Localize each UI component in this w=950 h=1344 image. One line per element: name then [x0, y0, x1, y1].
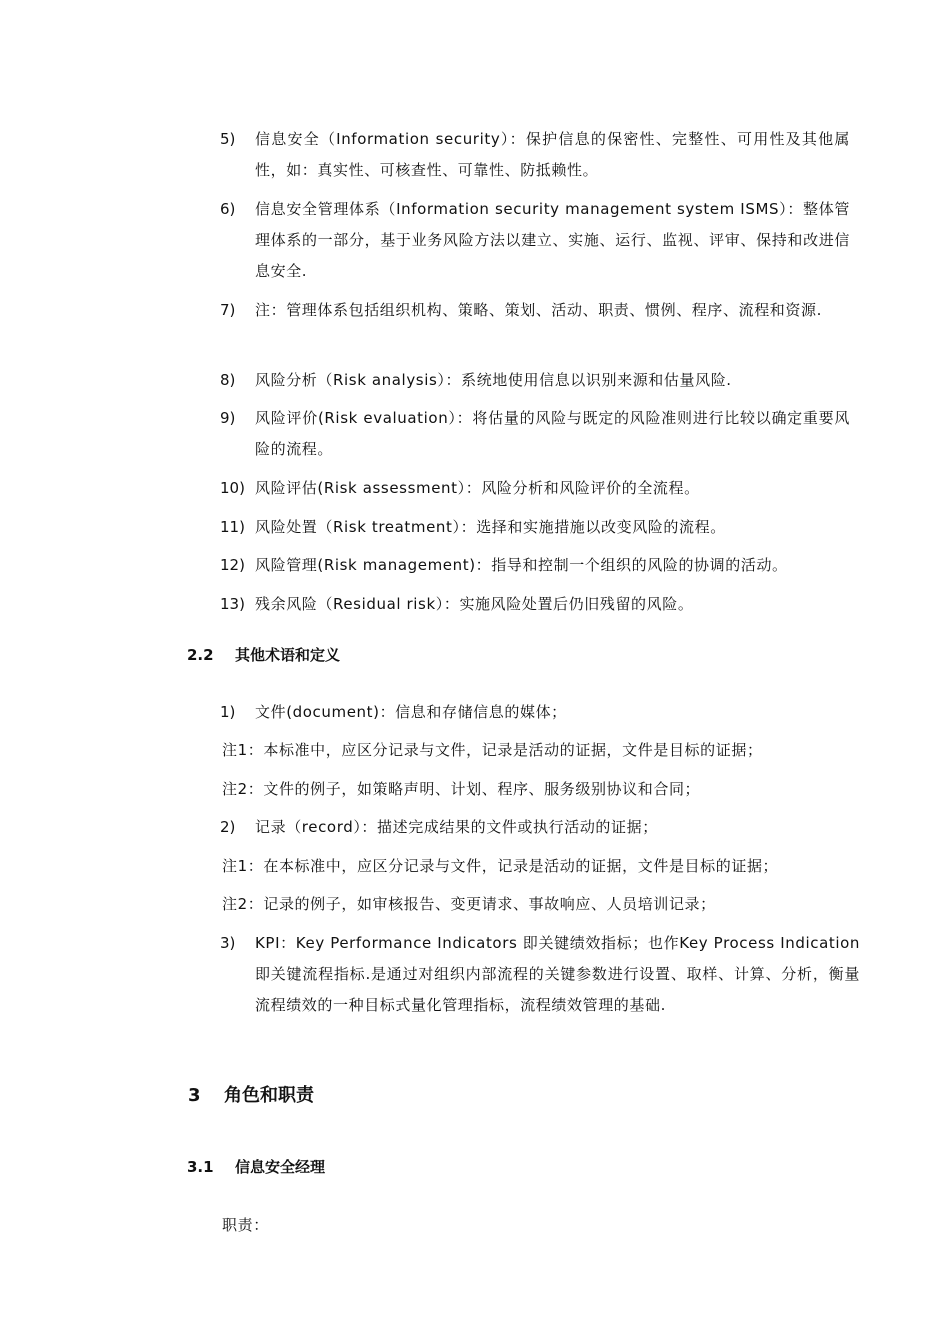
- note-2-record: 注2：记录的例子，如审核报告、变更请求、事故响应、人员培训记录；: [222, 895, 716, 913]
- section-3-number: 3: [188, 1085, 201, 1106]
- term-7-number: 7): [220, 301, 236, 319]
- other-term-1-number: 1): [220, 703, 236, 721]
- term-10-number: 10): [220, 479, 245, 497]
- section-3-1-title: 信息安全经理: [235, 1158, 326, 1176]
- other-term-2-number: 2): [220, 818, 236, 836]
- term-5-text: 信息安全（Information security）：保护信息的保密性、完整性、可用性及其他属性，如：真实性、可核查性、可靠性、防抵赖性。: [255, 130, 850, 179]
- note-1-document: 注1：本标准中，应区分记录与文件，记录是活动的证据，文件是目标的证据；: [222, 741, 763, 759]
- term-12-number: 12): [220, 556, 245, 574]
- other-term-1-text: 文件(document)：信息和存储信息的媒体；: [255, 703, 567, 721]
- term-11-text: 风险处置（Risk treatment）：选择和实施措施以改变风险的流程。: [255, 518, 726, 536]
- duties-label: 职责：: [222, 1216, 269, 1234]
- section-2-2-title: 其他术语和定义: [235, 646, 341, 664]
- section-3-heading: [188, 1082, 314, 1110]
- term-6-text: 信息安全管理体系（Information security management system ISMS）：整体管理体系的一部分，基于业务风险方法以建立、实施、运行、监视、评审、保持和改进信息安全.: [255, 200, 850, 280]
- term-13-number: 13): [220, 595, 245, 613]
- section-3-title: 角色和职责: [224, 1085, 314, 1106]
- term-7-text: 注：管理体系包括组织机构、策略、策划、活动、职责、惯例、程序、流程和资源.: [255, 301, 822, 319]
- note-1-record: 注1：在本标准中，应区分记录与文件，记录是活动的证据，文件是目标的证据；: [222, 857, 779, 875]
- section-2-2-heading: [187, 643, 340, 667]
- section-3-1-heading: [187, 1155, 325, 1179]
- term-6-number: 6): [220, 200, 236, 218]
- term-8-text: 风险分析（Risk analysis）：系统地使用信息以识别来源和估量风险.: [255, 371, 732, 389]
- term-9-text: 风险评价(Risk evaluation）：将估量的风险与既定的风险准则进行比较以确定重要风险的流程。: [255, 409, 850, 458]
- other-term-3-number: 3): [220, 934, 236, 952]
- term-12-text: 风险管理(Risk management)：指导和控制一个组织的风险的协调的活动。: [255, 556, 788, 574]
- term-5-number: 5): [220, 130, 236, 148]
- other-term-2-text: 记录（record）：描述完成结果的文件或执行活动的证据；: [255, 818, 658, 836]
- section-3-1-number: 3.1: [187, 1158, 214, 1176]
- note-2-document: 注2：文件的例子，如策略声明、计划、程序、服务级别协议和合同；: [222, 780, 701, 798]
- section-2-2-number: 2.2: [187, 646, 214, 664]
- term-8-number: 8): [220, 371, 236, 389]
- other-term-3-text: KPI：Key Performance Indicators 即关键绩效指标；也作Key Process Indication即关键流程指标.是通过对组织内部流程的关键参数进行设置、取样、计算、分析，衡量流程绩效的一种目标式量化管理指标，流程绩效管理的基础.: [255, 934, 860, 1014]
- term-11-number: 11): [220, 518, 245, 536]
- term-10-text: 风险评估(Risk assessment）：风险分析和风险评价的全流程。: [255, 479, 700, 497]
- term-13-text: 残余风险（Residual risk）：实施风险处置后仍旧残留的风险。: [255, 595, 694, 613]
- term-9-number: 9): [220, 409, 236, 427]
